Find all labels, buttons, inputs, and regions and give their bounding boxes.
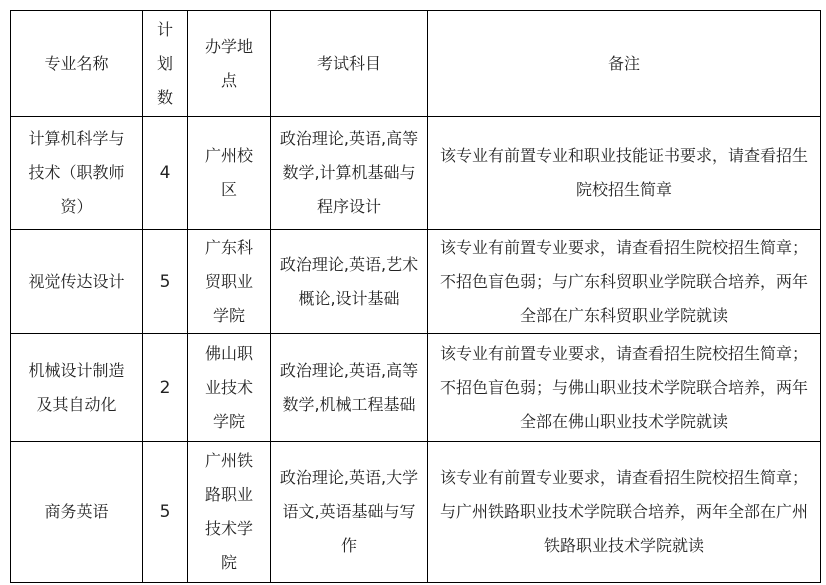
cell-major: 商务英语 bbox=[11, 442, 143, 583]
cell-location: 佛山职业技术学院 bbox=[188, 334, 271, 442]
cell-remarks: 该专业有前置专业要求，请查看招生院校招生简章；不招色盲色弱；与广东科贸职业学院联合培养，两年全部在广东科贸职业学院就读 bbox=[428, 230, 821, 334]
cell-remarks: 该专业有前置专业要求，请查看招生院校招生简章；与广州铁路职业技术学院联合培养，两年全部在广州铁路职业技术学院就读 bbox=[428, 442, 821, 583]
cell-subjects: 政治理论,英语,艺术概论,设计基础 bbox=[271, 230, 428, 334]
enrollment-plan-table bbox=[10, 10, 821, 583]
cell-major: 计算机科学与技术（职教师资） bbox=[11, 117, 143, 230]
header-major: 专业名称 bbox=[11, 11, 143, 117]
cell-location: 广东科贸职业学院 bbox=[188, 230, 271, 334]
cell-remarks: 该专业有前置专业要求，请查看招生院校招生简章；不招色盲色弱；与佛山职业技术学院联合培养，两年全部在佛山职业技术学院就读 bbox=[428, 334, 821, 442]
cell-remarks: 该专业有前置专业和职业技能证书要求，请查看招生院校招生简章 bbox=[428, 117, 821, 230]
cell-count: 5 bbox=[143, 442, 188, 583]
cell-major: 视觉传达设计 bbox=[11, 230, 143, 334]
header-count: 计划数 bbox=[143, 11, 188, 117]
cell-subjects: 政治理论,英语,高等数学,计算机基础与程序设计 bbox=[271, 117, 428, 230]
cell-subjects: 政治理论,英语,大学语文,英语基础与写作 bbox=[271, 442, 428, 583]
table-row bbox=[11, 442, 821, 583]
table-header-row bbox=[11, 11, 821, 117]
table-row bbox=[11, 334, 821, 442]
table-row bbox=[11, 230, 821, 334]
header-subjects: 考试科目 bbox=[271, 11, 428, 117]
header-remarks: 备注 bbox=[428, 11, 821, 117]
cell-count: 4 bbox=[143, 117, 188, 230]
cell-major: 机械设计制造及其自动化 bbox=[11, 334, 143, 442]
cell-subjects: 政治理论,英语,高等数学,机械工程基础 bbox=[271, 334, 428, 442]
cell-count: 5 bbox=[143, 230, 188, 334]
cell-count: 2 bbox=[143, 334, 188, 442]
header-location: 办学地点 bbox=[188, 11, 271, 117]
table-row bbox=[11, 117, 821, 230]
cell-location: 广州铁路职业技术学院 bbox=[188, 442, 271, 583]
cell-location: 广州校区 bbox=[188, 117, 271, 230]
